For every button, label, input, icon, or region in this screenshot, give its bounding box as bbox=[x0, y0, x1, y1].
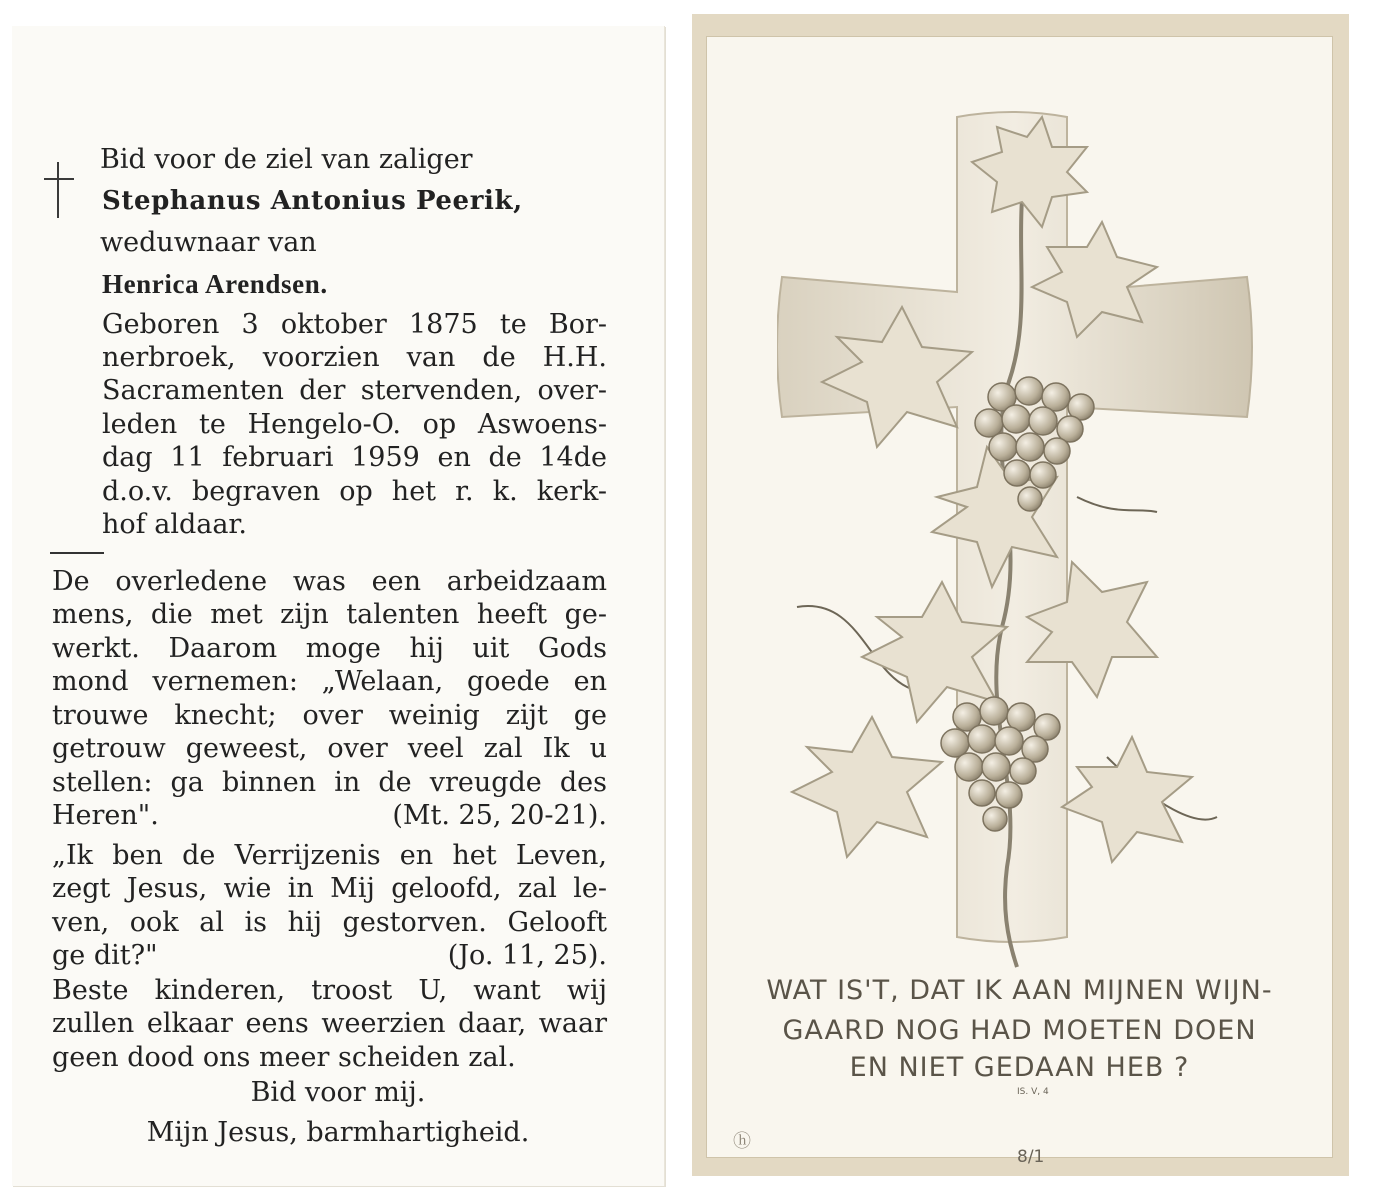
scripture-reference: (Jo. 11, 25). bbox=[447, 940, 607, 971]
text-line: Beste kinderen, troost U, want wij bbox=[52, 975, 607, 1006]
verse-line: GAARD NOG HAD MOETEN DOEN bbox=[782, 1015, 1257, 1046]
bio-line: nerbroek, voorzien van de H.H. bbox=[102, 342, 607, 373]
scripture-reference-row bbox=[52, 940, 607, 971]
cross-icon bbox=[44, 162, 74, 218]
picture-card-panel bbox=[706, 36, 1333, 1167]
text-line: ven, ook al is hij gestorven. Gelooft bbox=[52, 907, 607, 938]
verse-reference: IS. V, 4 bbox=[1017, 1087, 1049, 1097]
text-line: De overledene was een arbeidzaam bbox=[52, 566, 607, 597]
spouse-name: Henrica Arendsen. bbox=[102, 269, 328, 299]
verse-line: EN NIET GEDAAN HEB ? bbox=[849, 1052, 1190, 1083]
text-line: geen dood ons meer scheiden zal. bbox=[52, 1042, 516, 1073]
publisher-monogram: ⓗ bbox=[733, 1131, 751, 1152]
text-line: Heren". bbox=[52, 800, 159, 831]
text-line: mens, die met zijn talenten heeft ge- bbox=[52, 599, 607, 630]
widower-line: weduwnaar van bbox=[100, 227, 317, 258]
separator-rule bbox=[50, 552, 104, 554]
cross-with-vine-illustration bbox=[777, 107, 1267, 997]
verse-line: WAT IS'T, DAT IK AAN MIJNEN WIJN- bbox=[766, 975, 1273, 1006]
text-line: getrouw geweest, over veel zal Ik u bbox=[52, 733, 607, 764]
bio-line: Sacramenten der stervenden, over- bbox=[102, 375, 607, 406]
bio-line: d.o.v. begraven op het r. k. kerk- bbox=[102, 476, 607, 507]
closing-prayer: Bid voor mij. bbox=[250, 1077, 426, 1108]
bio-line: Geboren 3 oktober 1875 te Bor- bbox=[102, 309, 607, 340]
text-line: zullen elkaar eens weerzien daar, waar bbox=[52, 1008, 607, 1039]
text-line: ge dit?" bbox=[52, 940, 158, 971]
text-line: stellen: ga binnen in de vreugde des bbox=[52, 767, 607, 798]
text-line: „Ik ben de Verrijzenis en het Leven, bbox=[52, 840, 607, 871]
text-line: trouwe knecht; over weinig zijt ge bbox=[52, 700, 607, 731]
text-line: mond vernemen: „Welaan, goede en bbox=[52, 666, 607, 697]
closing-invocation: Mijn Jesus, barmhartigheid. bbox=[146, 1117, 530, 1148]
bio-line: leden te Hengelo-O. op Aswoens- bbox=[102, 409, 607, 440]
card-number: 8/1 bbox=[1017, 1147, 1045, 1167]
bio-line: hof aldaar. bbox=[102, 509, 247, 540]
intro-line: Bid voor de ziel van zaliger bbox=[100, 144, 473, 175]
bio-line: dag 11 februari 1959 en de 14de bbox=[102, 442, 607, 473]
deceased-name: Stephanus Antonius Peerik, bbox=[102, 186, 523, 216]
scripture-reference: (Mt. 25, 20-21). bbox=[392, 800, 607, 831]
picture-card bbox=[692, 14, 1349, 1176]
text-line: zegt Jesus, wie in Mij geloofd, zal le- bbox=[52, 873, 607, 904]
scripture-reference-row bbox=[52, 800, 607, 831]
text-line: werkt. Daarom moge hij uit Gods bbox=[52, 633, 607, 664]
